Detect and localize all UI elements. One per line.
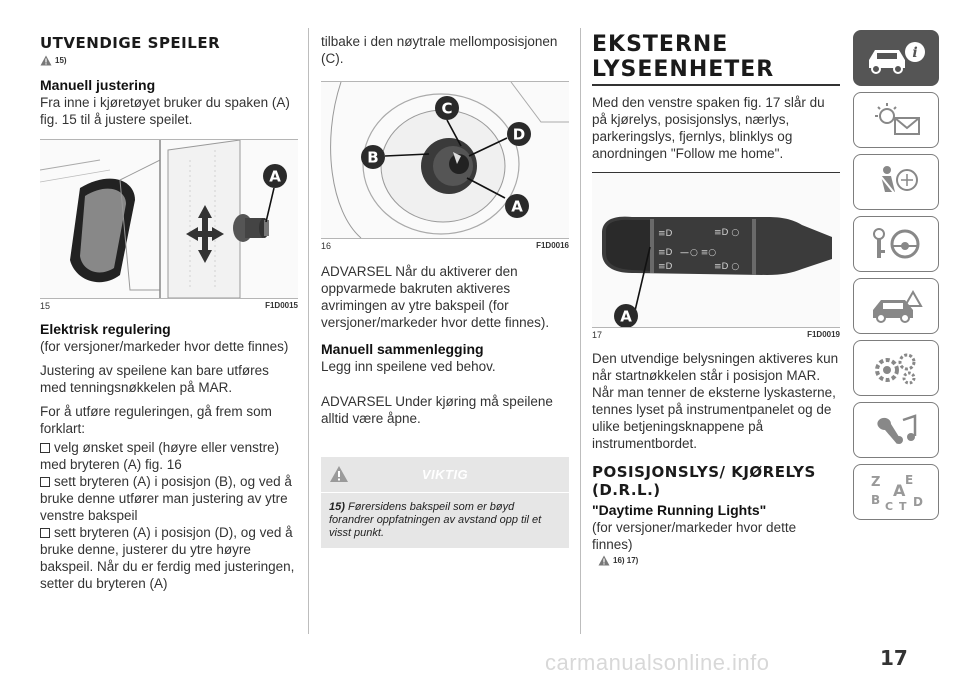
breakdown-icon — [865, 286, 927, 326]
svg-text:Z: Z — [871, 475, 881, 490]
svg-text:D: D — [913, 495, 923, 509]
figure-17-caption: 17 F1D0019 — [592, 330, 840, 340]
tab-car-info[interactable] — [853, 30, 939, 86]
mirror-illustration — [40, 140, 298, 298]
switch-illustration — [321, 82, 569, 238]
warning-ref: 16) 17) — [598, 555, 638, 566]
svg-text:A: A — [893, 481, 906, 500]
airbag-seat-icon — [865, 162, 927, 202]
figure-16 — [321, 81, 569, 239]
svg-text:C: C — [441, 99, 453, 118]
paragraph-versions: (for versjoner/markeder hvor dette finnes) — [40, 339, 289, 354]
paragraph-continued: tilbake i den nøytrale mellomposisjonen (C). — [321, 34, 558, 66]
paragraph-lever: Med den venstre spaken fig. 17 slår du på kjørelys, posisjonslys, nærlys, parkeringslys, fjernlys, blinklys og anordningen "Follow me home". — [592, 95, 825, 161]
subheading-drl: "Daytime Running Lights" — [592, 502, 767, 518]
svg-text:≡D: ≡D — [658, 262, 673, 272]
figure-15 — [40, 139, 298, 299]
section-heading-lights: EKSTERNE LYSEENHETER — [592, 32, 840, 86]
wrench-music-icon — [865, 410, 927, 450]
figure-17 — [592, 172, 840, 328]
subheading-electric: Elektrisk regulering — [40, 321, 171, 337]
svg-text:≡D ○: ≡D ○ — [714, 228, 740, 238]
figure-16-caption: 16 F1D0016 — [321, 241, 569, 251]
svg-text:i: i — [912, 45, 918, 61]
checkbox-bullet-icon — [40, 528, 50, 538]
tab-multimedia[interactable] — [853, 402, 939, 458]
warning-triangle-icon — [40, 55, 52, 66]
lever-illustration — [592, 173, 840, 327]
car-info-icon — [865, 38, 927, 78]
tab-index[interactable] — [853, 464, 939, 520]
paragraph-folding: Legg inn speilene ved behov. — [321, 359, 496, 374]
svg-text:A: A — [511, 197, 523, 216]
subheading-folding: Manuell sammenlegging — [321, 341, 484, 357]
chapter-tabs — [853, 30, 939, 526]
paragraph-dashboard-lights: Når man tenner de eksterne lyskasterne, tennes lyset på instrumentpanelet og de ulike betjeningsknappene på instrumentbordet. — [592, 385, 836, 451]
warning-lights-icon — [865, 100, 927, 140]
bullet-item: sett bryteren (A) i posisjon (B), og ved å bruke denne utfører man justering av ytre venstre bakspeil — [40, 474, 292, 523]
column-2 — [321, 0, 569, 548]
checkbox-bullet-icon — [40, 443, 50, 453]
warning-paragraph-open: ADVARSEL Under kjøring må speilene alltid være åpne. — [321, 394, 553, 426]
svg-text:E: E — [905, 473, 914, 487]
svg-text:T: T — [899, 500, 907, 512]
column-divider — [308, 28, 309, 634]
alphabet-index-icon — [865, 472, 927, 512]
column-3 — [592, 0, 840, 571]
tab-emergency[interactable] — [853, 278, 939, 334]
paragraph-drl-versions: (for versjoner/markeder hvor dette finnes) — [592, 520, 797, 552]
important-box — [321, 457, 569, 548]
tab-safety[interactable] — [853, 154, 939, 210]
paragraph-ignition: Justering av speilene kan bare utføres med tenningsnøkkelen på MAR. — [40, 363, 269, 395]
tab-warning-lights[interactable] — [853, 92, 939, 148]
svg-text:—: — — [680, 248, 689, 258]
svg-text:≡D ○: ≡D ○ — [714, 262, 740, 272]
figure-15-caption: 15 F1D0015 — [40, 301, 298, 311]
tab-maintenance[interactable] — [853, 340, 939, 396]
important-box-header — [321, 457, 569, 493]
svg-text:≡D: ≡D — [658, 248, 673, 258]
svg-text:C: C — [885, 500, 894, 512]
svg-text:○ ≡○: ○ ≡○ — [690, 248, 717, 258]
svg-text:B: B — [367, 148, 379, 167]
warning-paragraph-heated: ADVARSEL Når du aktiverer den oppvarmede bakruten aktiveres avrimingen av ytre bakspeil (for versjoner/markeder hvor dette finnes). — [321, 264, 550, 330]
warning-ref: 15) — [40, 55, 67, 66]
paragraph-procedure: For å utføre reguleringen, gå frem som forklart: — [40, 404, 272, 436]
page-number: 17 — [880, 646, 908, 670]
svg-text:A: A — [620, 307, 632, 326]
paragraph-ignition-lights: Den utvendige belysningen aktiveres kun når startnøkkelen står i posisjon MAR. — [592, 351, 839, 383]
section-heading-drl: POSISJONSLYS/ KJØRELYS (D.R.L.) — [592, 463, 816, 499]
paragraph-manual: Fra inne i kjøretøyet bruker du spaken (A) fig. 15 til å justere speilet. — [40, 95, 290, 127]
bullet-item: sett bryteren (A) i posisjon (D), og ved å bruke denne, justerer du ytre høyre bakspeil. Når du er ferdig med justeringen, setter du bryteren (A) — [40, 525, 295, 591]
column-1 — [40, 0, 298, 592]
svg-text:B: B — [871, 493, 881, 507]
column-divider — [580, 28, 581, 634]
key-steering-icon — [865, 224, 927, 264]
warning-triangle-icon — [329, 465, 349, 483]
gears-service-icon — [865, 348, 927, 388]
svg-text:≡D: ≡D — [658, 229, 673, 239]
important-box-title: VIKTIG — [421, 467, 469, 482]
tab-starting[interactable] — [853, 216, 939, 272]
watermark: carmanualsonline.info — [545, 650, 770, 675]
warning-triangle-icon — [598, 555, 610, 566]
important-box-body: 15) Førersidens bakspeil som er bøyd forandrer oppfatningen av avstand opp til et visst punkt. — [329, 501, 542, 539]
bullet-item: velg ønsket speil (høyre eller venstre) med bryteren (A) fig. 16 — [40, 440, 280, 472]
svg-text:A: A — [269, 167, 281, 186]
section-heading-mirrors: UTVENDIGE SPEILER — [40, 34, 221, 52]
subheading-manual: Manuell justering — [40, 77, 156, 93]
checkbox-bullet-icon — [40, 477, 50, 487]
svg-text:D: D — [512, 125, 526, 144]
